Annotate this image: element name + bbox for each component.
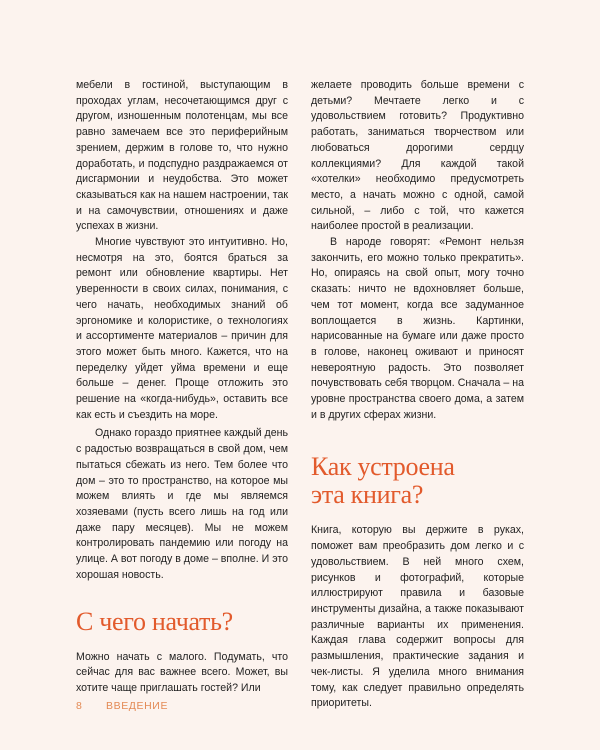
right-paragraph-2: В народе говорят: «Ремонт нельзя закончить, его можно только прекратить». Но, опираясь на свой опыт, могу точно сказать: ничто не вдохновляет больше, чем тот момент, когда все задуманное воплощается в жизнь. Картинки, нарисованные на бумаге или даже просто в голове, наконец оживают и приносят невероятную радость. Это позволяет почувствовать себя творцом. Сначала – на уровне пространства своего дома, а затем и в других сферах жизни.: [311, 236, 524, 421]
heading-how-book-works: [311, 453, 524, 509]
right-paragraph-1: желаете проводить больше времени с детьми? Мечтаете легко и с удовольствием готовить? Продуктивно работать, заниматься творчеством или любоваться дорогими сердцу коллекциями? Для каждой такой «хотелки» необходимо предусмотреть место, а начать можно с одной, самой сильной, – либо с той, что кажется наиболее простой в реализации.: [311, 79, 524, 233]
page-number: 8: [76, 700, 83, 712]
heading-line-2: эта книга?: [311, 480, 424, 510]
left-paragraph-1: мебели в гостиной, выступающим в проходах углам, несочетающимся друг с другом, изношенным полотенцам, мы все равно замечаем все это периферийным зрением, держим в голове то, что нужно доработать, и подспудно раздражаемся от дисгармонии и неудобства. Это может сказываться как на нашем настроении, так и на самочувствии, отношениях и даже успехах в жизни.: [76, 79, 288, 233]
heading-where-to-start: С чего начать?: [76, 606, 233, 636]
left-paragraph-4: Можно начать с малого. Подумать, что сейчас для вас важнее всего. Может, вы хотите чаще приглашать гостей? Или: [76, 650, 288, 694]
section-title: ВВЕДЕНИЕ: [105, 700, 169, 712]
left-paragraph-3: Однако гораздо приятнее каждый день с радостью возвращаться в свой дом, чем пытаться сбежать из него. Тем более что дом – это то пространство, на которое мы можем влиять и где мы являемся хозяевами (пусть всего лишь на год или даже пару месяцев). Мы не можем контролировать пандемию или погоду на улице. А вот погоду в доме – вполне. И это хорошая новость.: [76, 427, 289, 581]
left-paragraph-2: Многие чувствуют это интуитивно. Но, несмотря на это, боятся браться за ремонт или обновление квартиры. Нет уверенности в своих силах, понимания, с чего начать, необходимых знаний об эргономике и колористике, о технологиях и ассортименте материалов – причин для этого может быть много. Кажется, что на переделку уйдет уйма времени и еще больше – денег. Проще отложить это решение на «когда-нибудь», оставить все как есть и съездить на море.: [76, 236, 288, 421]
page-footer: [76, 700, 168, 712]
left-column: [76, 78, 288, 697]
right-column: [311, 78, 524, 712]
right-paragraph-3: Книга, которую вы держите в руках, поможет вам преобразить дом легко и с удовольствием. В ней много схем, рисунков и фотографий, которые иллюстрируют правила и базовые инструменты дизайна, а также показывают различные варианты их применения. Каждая глава содержит вопросы для размышления, практические задания и чек-листы. Я уделила много внимания тому, как следует правильно определять приоритеты.: [311, 524, 524, 710]
heading-line-1: Как устроена: [311, 452, 455, 482]
